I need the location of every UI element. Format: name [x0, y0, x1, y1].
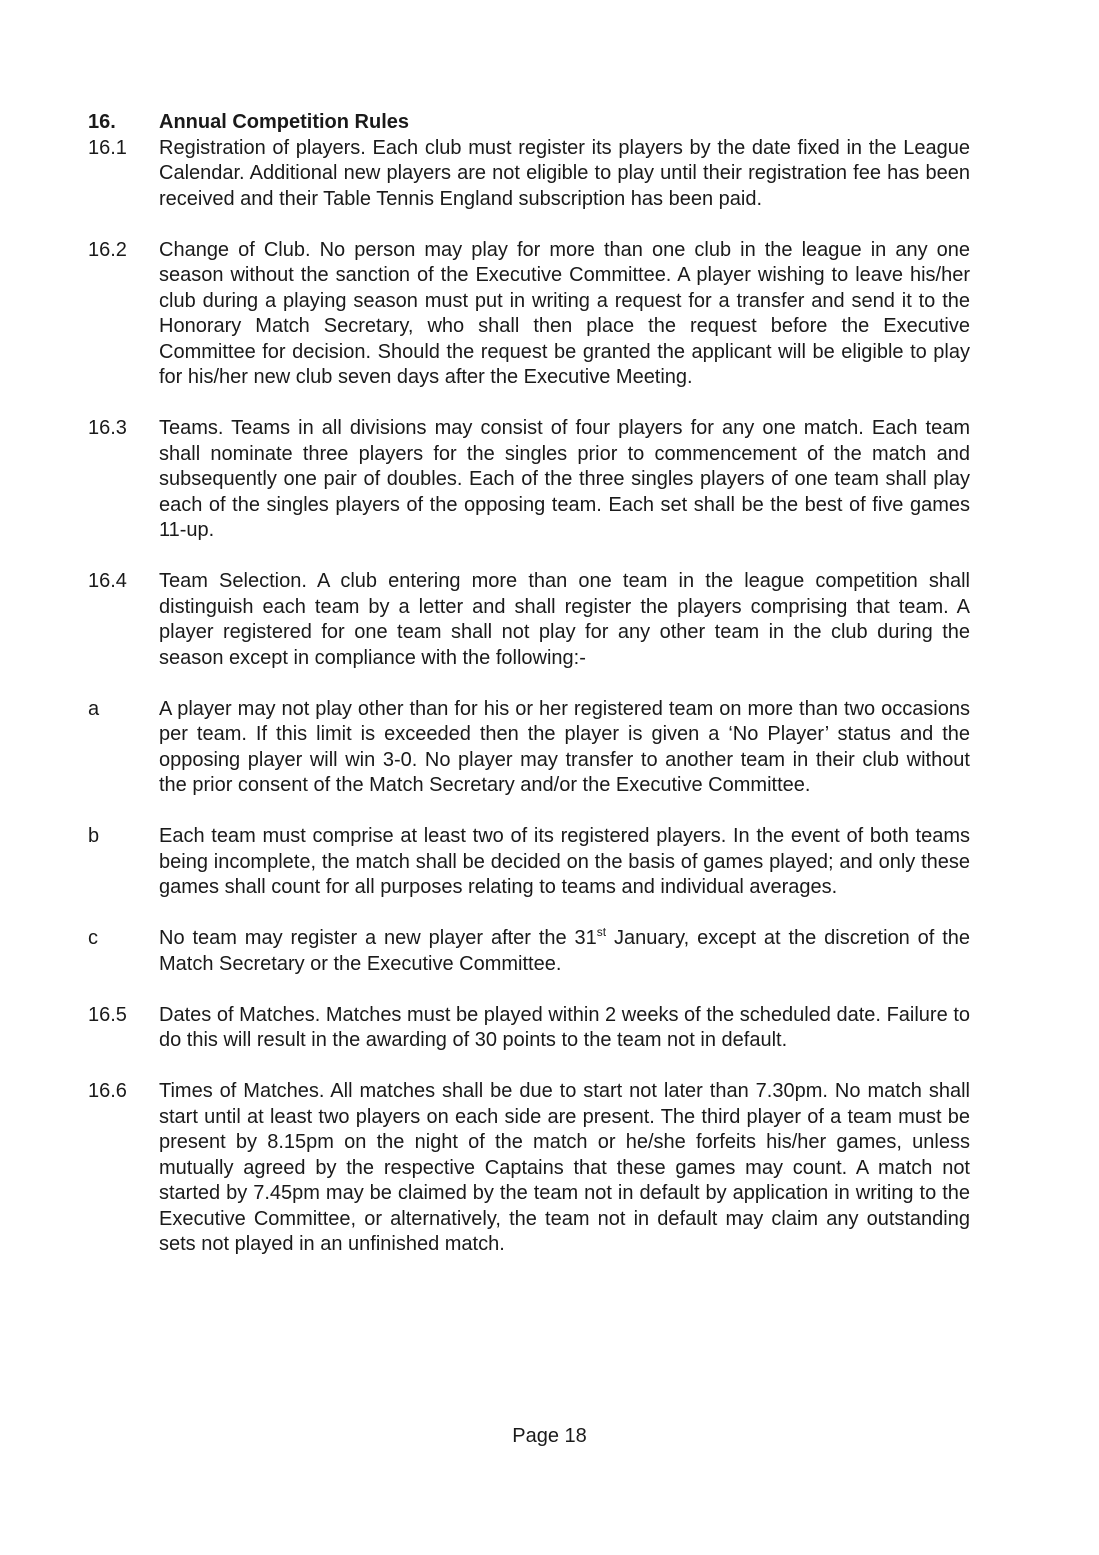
clause-16-4 — [88, 569, 970, 671]
clause-16-2 — [88, 238, 970, 391]
clause-text — [159, 926, 970, 977]
clause-text-before: No team may register a new player after the 31 — [159, 927, 597, 949]
section-number: 16. — [88, 111, 116, 133]
clause-16-3 — [88, 416, 970, 544]
subclause-a — [88, 697, 970, 799]
clause-number: 16.6 — [88, 1080, 127, 1102]
clause-number: 16.3 — [88, 417, 127, 439]
clause-text: Change of Club. No person may play for more than one club in the league in any one season without the sanction of the Executive Committee. A player wishing to leave his/her club during a playing season must put in writing a request for a transfer and send it to the Honorary Match Secretary, who shall then place the request before the Executive Committee for decision. Should the request be granted the applicant will be eligible to play for his/her new club seven days after the Executive Meeting. — [159, 238, 970, 388]
subclause-letter: a — [88, 697, 100, 720]
document-page — [88, 110, 970, 1258]
subclause-c — [88, 926, 970, 977]
clause-text: Team Selection. A club entering more than one team in the league competition shall distinguish each team by a letter and shall register the players comprising that team. A player registered for one team shall not play for any other team in the club during the season except in compliance with the following:- — [159, 570, 970, 669]
clause-16-1 — [88, 136, 970, 213]
clause-text: Each team must comprise at least two of its registered players. In the event of both teams being incomplete, the match shall be decided on the basis of games played; and only these games shall count for all purposes relating to teams and individual averages. — [159, 825, 970, 898]
section-heading — [88, 110, 970, 136]
clause-number: 16.5 — [88, 1003, 127, 1026]
clause-number: 16.1 — [88, 136, 127, 159]
clause-text: Registration of players. Each club must register its players by the date fixed in the League Calendar. Additional new players are not eligible to play until their registration fee has been received and their Table Tennis England subscription has been paid. — [159, 136, 970, 210]
subclause-b — [88, 824, 970, 901]
clause-text: Times of Matches. All matches shall be due to start not later than 7.30pm. No match shall start until at least two players on each side are present. The third player of a team must be present by 8.15pm on the night of the match or he/she forfeits his/her games, unless mutually agreed by the respective Captains that these games may count. A match not started by 7.45pm may be claimed by the team not in default by application in writing to the Executive Committee, or alternatively, the team not in default may claim any outstanding sets not played in an unfinished match. — [159, 1080, 970, 1255]
section-title: Annual Competition Rules — [159, 111, 409, 133]
date-ordinal-suffix: st — [596, 925, 607, 939]
clause-text-after: January, except at the discretion of the Match Secretary or the Executive Committee. — [159, 927, 970, 975]
clause-text: A player may not play other than for his or her registered team on more than two occasions per team. If this limit is exceeded then the player is given a ‘No Player’ status and the opposing player will win 3-0. No player may transfer to another team in their club without the prior consent of the Match Secretary and/or the Executive Committee. — [159, 697, 970, 796]
subclause-letter: c — [88, 927, 98, 949]
clause-text: Dates of Matches. Matches must be played within 2 weeks of the scheduled date. Failure to do this will result in the awarding of 30 points to the team not in default. — [159, 1003, 970, 1051]
clause-text: Teams. Teams in all divisions may consist of four players for any one match. Each team shall nominate three players for the singles prior to commencement of the match and subsequently one pair of doubles. Each of the three singles players of one team shall play each of the singles players of the opposing team. Each set shall be the best of five games 11-up. — [159, 417, 970, 541]
clause-number: 16.4 — [88, 570, 127, 592]
clause-number: 16.2 — [88, 238, 127, 261]
clause-16-6 — [88, 1079, 970, 1258]
subclause-letter: b — [88, 825, 100, 847]
page-number: Page 18 — [512, 1425, 587, 1447]
clause-16-5 — [88, 1003, 970, 1054]
